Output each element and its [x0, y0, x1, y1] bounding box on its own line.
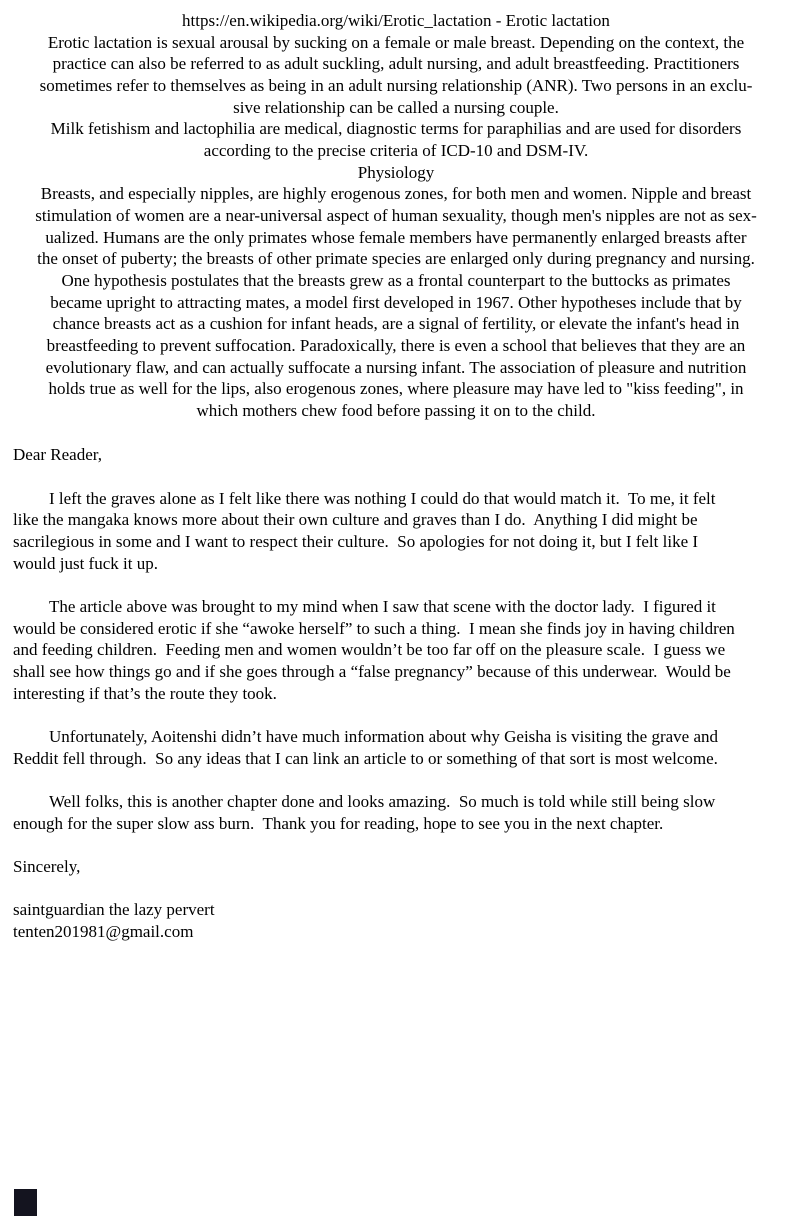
letter-line: Reddit fell through. So any ideas that I can link an article to or something of that sort is most welcome.	[13, 748, 718, 768]
article-line: according to the precise criteria of ICD-10 and DSM-IV.	[203, 140, 589, 160]
page-corner-marker	[14, 1189, 37, 1216]
letter-paragraph	[13, 596, 782, 704]
source-url-line: https://en.wikipedia.org/wiki/Erotic_lactation - Erotic lactation	[182, 11, 610, 30]
letter-paragraph	[13, 726, 782, 769]
letter-line: Unfortunately, Aoitenshi didn’t have much information about why Geisha is visiting the grave and	[49, 726, 719, 746]
article-line: breastfeeding to prevent suffocation. Paradoxically, there is even a school that believes that they are an	[46, 335, 746, 355]
letter-line: would be considered erotic if she “awoke herself” to such a thing. I mean she finds joy in having children	[13, 618, 735, 638]
article-excerpt	[0, 0, 792, 421]
article-line: became upright to attracting mates, a model first developed in 1967. Other hypotheses include that by	[50, 292, 742, 312]
letter-line: Well folks, this is another chapter done and looks amazing. So much is told while still being slow	[49, 791, 716, 811]
letter-line: would just fuck it up.	[13, 553, 158, 573]
letter-line: enough for the super slow ass burn. Thank you for reading, hope to see you in the next chapter.	[13, 813, 664, 833]
letter-line: and feeding children. Feeding men and women wouldn’t be too far off on the pleasure scale. I guess we	[13, 640, 726, 660]
article-line: ualized. Humans are the only primates whose female members have permanently enlarged breasts after	[45, 227, 747, 247]
letter-line: sacrilegious in some and I want to respect their culture. So apologies for not doing it, but I felt like I	[13, 532, 699, 552]
article-line: sive relationship can be called a nursing couple.	[233, 97, 559, 117]
letter-line: The article above was brought to my mind when I saw that scene with the doctor lady. I figured it	[49, 597, 716, 617]
article-line: stimulation of women are a near-universal aspect of human sexuality, though men's nipples are not as sex-	[35, 205, 757, 225]
salutation: Dear Reader,	[13, 445, 102, 465]
letter-line: shall see how things go and if she goes through a “false pregnancy” because of this underwear. Would be	[13, 662, 731, 681]
article-line: evolutionary flaw, and can actually suffocate a nursing infant. The association of pleasure and nutrition	[45, 357, 747, 377]
letter-line: like the mangaka knows more about their own culture and graves than I do. Anything I did might be	[13, 510, 698, 530]
letter-line: interesting if that’s the route they took.	[13, 683, 277, 703]
article-line: Erotic lactation is sexual arousal by sucking on a female or male breast. Depending on the context, the	[47, 32, 745, 52]
letter-line: I left the graves alone as I felt like there was nothing I could do that would match it. To me, it felt	[49, 488, 716, 508]
signature-block	[13, 899, 782, 942]
article-line: holds true as well for the lips, also erogenous zones, where pleasure may have led to "kiss feeding", in	[48, 379, 744, 399]
closing: Sincerely,	[13, 856, 81, 876]
signature-name: saintguardian the lazy pervert	[13, 900, 215, 920]
signature-email: tenten201981@gmail.com	[13, 921, 194, 941]
article-line: One hypothesis postulates that the breasts grew as a frontal counterpart to the buttocks as primates	[61, 270, 731, 290]
article-line: sometimes refer to themselves as being in an adult nursing relationship (ANR). Two persons in an exclu-	[39, 75, 753, 95]
article-line: practice can also be referred to as adult suckling, adult nursing, and adult breastfeeding. Practitioners	[52, 54, 740, 74]
article-line: Milk fetishism and lactophilia are medical, diagnostic terms for paraphilias and are used for disorders	[50, 119, 742, 139]
section-heading-line: Physiology	[357, 162, 435, 182]
letter-paragraph	[13, 488, 782, 575]
article-line: which mothers chew food before passing it on to the child.	[196, 400, 596, 420]
letter-paragraphs	[13, 488, 782, 834]
article-line: the onset of puberty; the breasts of other primate species are enlarged only during pregnancy and nursing.	[37, 249, 755, 269]
article-line: Breasts, and especially nipples, are highly erogenous zones, for both men and women. Nipple and breast	[40, 184, 752, 204]
author-letter	[13, 444, 782, 942]
article-line: chance breasts act as a cushion for infant heads, are a signal of fertility, or elevate the infant's head in	[52, 314, 740, 334]
letter-paragraph	[13, 791, 782, 834]
